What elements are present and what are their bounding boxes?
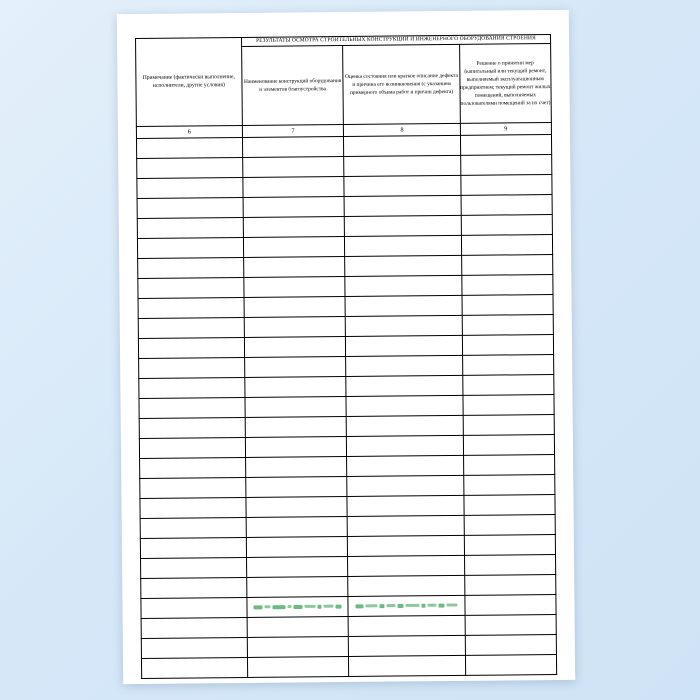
cell-structure-name[interactable]	[246, 536, 348, 557]
column-number-6: 6	[136, 125, 242, 138]
cell-structure-name[interactable]	[246, 476, 348, 497]
cell-defect-description[interactable]	[346, 355, 462, 376]
cell-defect-description[interactable]	[347, 455, 463, 476]
cell-note[interactable]	[139, 417, 245, 438]
cell-defect-description[interactable]	[344, 155, 460, 176]
cell-note[interactable]	[140, 497, 246, 518]
cell-repair-decision[interactable]	[461, 194, 553, 215]
cell-note[interactable]	[140, 457, 246, 478]
cell-defect-description[interactable]	[346, 335, 462, 356]
cell-repair-decision[interactable]	[464, 574, 556, 595]
cell-repair-decision[interactable]	[464, 554, 556, 575]
cell-defect-description[interactable]	[347, 495, 463, 516]
cell-structure-name[interactable]	[242, 156, 344, 177]
column-number-7: 7	[242, 124, 344, 137]
cell-defect-description[interactable]	[346, 375, 462, 396]
cell-defect-description[interactable]	[345, 235, 461, 256]
cell-repair-decision[interactable]	[463, 474, 555, 495]
column-header-note: Примечание (фактически выполнение, исполнители, другие условия)	[136, 37, 243, 126]
column-header-defect-description: Оценка состояния или краткое описание дефекта и причина его возникновения (с указанием примерного объема работ и причин дефекта)	[343, 44, 460, 124]
cell-defect-description[interactable]	[344, 175, 460, 196]
cell-defect-description[interactable]	[347, 435, 463, 456]
cell-repair-decision[interactable]	[465, 614, 557, 635]
cell-repair-decision[interactable]	[463, 394, 555, 415]
cell-defect-description[interactable]	[347, 415, 463, 436]
watermark-marks	[356, 603, 457, 609]
cell-repair-decision[interactable]	[461, 214, 553, 235]
cell-repair-decision[interactable]	[461, 274, 553, 295]
inspection-log-table	[135, 34, 557, 679]
cell-structure-name[interactable]	[243, 216, 345, 237]
cell-note[interactable]	[141, 657, 247, 678]
cell-defect-description[interactable]	[345, 215, 461, 236]
cell-structure-name[interactable]	[245, 436, 347, 457]
cell-note[interactable]	[140, 517, 246, 538]
cell-note[interactable]	[141, 637, 247, 658]
cell-repair-decision[interactable]	[465, 594, 557, 615]
cell-structure-name[interactable]	[243, 236, 345, 257]
column-group-header: РЕЗУЛЬТАТЫ ОСМОТРА СТРОИТЕЛЬНЫХ КОНСТРУКЦИЙ И ИНЖЕНЕРНОГО ОБОРУДОВАНИЯ СТРОЕНИЯ	[241, 35, 550, 47]
cell-repair-decision[interactable]	[461, 254, 553, 275]
cell-note[interactable]	[139, 437, 245, 458]
cell-note[interactable]	[141, 617, 247, 638]
cell-structure-name[interactable]	[244, 316, 346, 337]
cell-note[interactable]	[138, 257, 244, 278]
column-number-9: 9	[460, 122, 551, 135]
cell-note[interactable]	[137, 177, 243, 198]
cell-defect-description[interactable]	[348, 555, 464, 576]
cell-defect-description[interactable]	[345, 295, 461, 316]
cell-repair-decision[interactable]	[464, 494, 556, 515]
cell-repair-decision[interactable]	[460, 134, 552, 155]
cell-defect-description[interactable]	[349, 615, 465, 636]
cell-defect-description[interactable]	[348, 595, 464, 616]
cell-repair-decision[interactable]	[462, 294, 554, 315]
cell-structure-name[interactable]	[243, 196, 345, 217]
table-row[interactable]	[141, 654, 556, 678]
cell-repair-decision[interactable]	[461, 234, 553, 255]
cell-structure-name[interactable]	[245, 396, 347, 417]
cell-structure-name[interactable]	[245, 456, 347, 477]
cell-note[interactable]	[137, 217, 243, 238]
cell-note[interactable]	[141, 577, 247, 598]
cell-defect-description[interactable]	[347, 475, 463, 496]
column-header-repair-decision: Решение о принятии мер (капитальный или текущий ремонт, выполняемый эксплуатационным предприятием; текущий ремонт жилых помещений, выполняемых пользователями помещений за их счет)	[459, 43, 551, 123]
cell-repair-decision[interactable]	[462, 374, 554, 395]
cell-note[interactable]	[139, 397, 245, 418]
cell-defect-description[interactable]	[345, 195, 461, 216]
table-row[interactable]	[141, 594, 556, 618]
cell-structure-name[interactable]	[246, 556, 348, 577]
cell-repair-decision[interactable]	[465, 634, 557, 655]
cell-repair-decision[interactable]	[462, 354, 554, 375]
cell-note[interactable]	[138, 277, 244, 298]
cell-structure-name[interactable]	[247, 656, 349, 677]
cell-repair-decision[interactable]	[462, 334, 554, 355]
cell-note[interactable]	[139, 377, 245, 398]
column-number-8: 8	[344, 123, 460, 136]
cell-structure-name[interactable]	[242, 136, 344, 157]
cell-structure-name[interactable]	[243, 176, 345, 197]
cell-defect-description[interactable]	[349, 655, 465, 676]
cell-note[interactable]	[138, 337, 244, 358]
cell-repair-decision[interactable]	[462, 314, 554, 335]
cell-repair-decision[interactable]	[465, 654, 557, 675]
cell-note[interactable]	[137, 237, 243, 258]
cell-note[interactable]	[139, 357, 245, 378]
cell-defect-description[interactable]	[346, 395, 462, 416]
cell-structure-name[interactable]	[243, 256, 345, 277]
cell-repair-decision[interactable]	[463, 414, 555, 435]
cell-note[interactable]	[140, 477, 246, 498]
cell-defect-description[interactable]	[348, 575, 464, 596]
cell-structure-name[interactable]	[247, 576, 349, 597]
cell-structure-name[interactable]	[247, 616, 349, 637]
cell-structure-name[interactable]	[246, 516, 348, 537]
cell-defect-description[interactable]	[348, 535, 464, 556]
cell-note[interactable]	[141, 557, 247, 578]
cell-note[interactable]	[141, 597, 247, 618]
cell-repair-decision[interactable]	[461, 174, 553, 195]
cell-structure-name[interactable]	[244, 336, 346, 357]
cell-structure-name[interactable]	[244, 276, 346, 297]
cell-structure-name[interactable]	[247, 636, 349, 657]
cell-defect-description[interactable]	[345, 255, 461, 276]
cell-repair-decision[interactable]	[464, 514, 556, 535]
column-header-structure-name: Наименование конструкций оборудования и элементов благоустройства	[241, 45, 343, 125]
cell-note[interactable]	[137, 197, 243, 218]
document-sheet	[117, 10, 575, 684]
cell-note[interactable]	[137, 157, 243, 178]
cell-structure-name[interactable]	[244, 356, 346, 377]
cell-note[interactable]	[140, 537, 246, 558]
cell-note[interactable]	[138, 317, 244, 338]
cell-defect-description[interactable]	[346, 315, 462, 336]
cell-repair-decision[interactable]	[463, 434, 555, 455]
cell-defect-description[interactable]	[344, 135, 460, 156]
cell-structure-name[interactable]	[246, 496, 348, 517]
cell-defect-description[interactable]	[345, 275, 461, 296]
cell-structure-name[interactable]	[245, 416, 347, 437]
cell-repair-decision[interactable]	[463, 454, 555, 475]
cell-structure-name[interactable]	[244, 296, 346, 317]
watermark-marks	[253, 604, 342, 610]
cell-structure-name[interactable]	[245, 376, 347, 397]
cell-note[interactable]	[136, 137, 242, 158]
cell-repair-decision[interactable]	[460, 154, 552, 175]
cell-repair-decision[interactable]	[464, 534, 556, 555]
cell-defect-description[interactable]	[349, 635, 465, 656]
cell-note[interactable]	[138, 297, 244, 318]
cell-defect-description[interactable]	[348, 515, 464, 536]
cell-structure-name[interactable]	[247, 596, 349, 617]
